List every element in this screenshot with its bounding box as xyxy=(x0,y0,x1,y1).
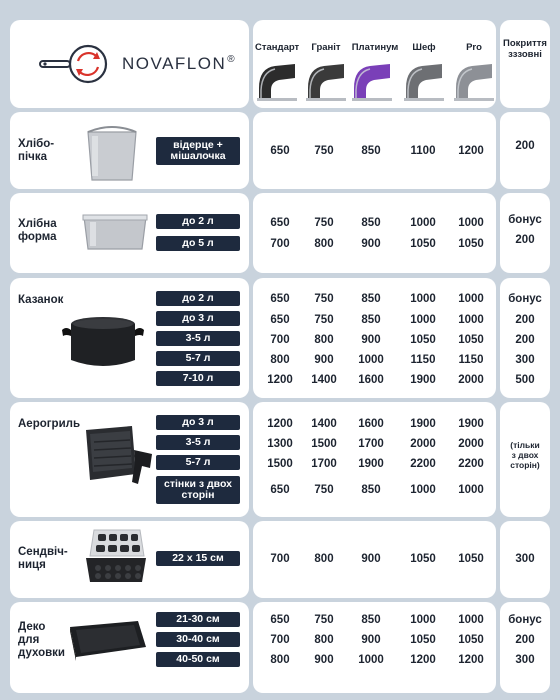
coating-swatch-icon xyxy=(404,58,444,102)
size-label: 21-30 см xyxy=(156,612,240,627)
price-cell: 1050 xyxy=(458,634,484,646)
price-cell: 650 xyxy=(270,293,290,305)
price-cell: 1500 xyxy=(267,458,293,470)
price-cell: 900 xyxy=(361,238,381,250)
cooking-pot-icon xyxy=(60,312,146,377)
price-cell: 1700 xyxy=(358,438,384,450)
price-cell: 1000 xyxy=(410,484,436,496)
brand-name: NOVAFLON xyxy=(122,54,227,73)
category-card xyxy=(10,278,249,398)
price-cell: 1900 xyxy=(358,458,384,470)
size-label: відерце + мішалочка xyxy=(156,137,240,165)
price-cell: 650 xyxy=(270,314,290,326)
price-cell: 750 xyxy=(314,614,334,626)
price-cell: 1100 xyxy=(410,145,436,157)
price-cell: 2000 xyxy=(458,374,484,386)
price-cell: 1200 xyxy=(267,374,293,386)
category-name: Казанок xyxy=(18,294,64,306)
category-card xyxy=(10,602,249,693)
size-label: стінки з двох сторін xyxy=(156,476,240,504)
size-label: до 3 л xyxy=(156,311,240,326)
price-cell: 1200 xyxy=(267,418,293,430)
price-cell: 1050 xyxy=(410,553,436,565)
exterior-price: 200 xyxy=(515,634,535,646)
exterior-price: 300 xyxy=(515,553,535,565)
category-name: Сендвіч- ниця xyxy=(18,546,68,571)
price-cell: 650 xyxy=(270,217,290,229)
price-cell: 750 xyxy=(314,217,334,229)
price-cell: 1200 xyxy=(458,654,484,666)
size-label: до 5 л xyxy=(156,236,240,251)
coating-column-header: Платинум xyxy=(351,42,399,53)
exterior-price: бонус xyxy=(508,214,542,226)
exterior-price: 300 xyxy=(515,354,535,366)
exterior-price: 500 xyxy=(515,374,535,386)
exterior-price: бонус xyxy=(508,614,542,626)
exterior-price: 200 xyxy=(515,234,535,246)
price-cell: 1000 xyxy=(410,217,436,229)
category-name: Хлібо- пічка xyxy=(18,138,55,163)
size-label: 40-50 см xyxy=(156,652,240,667)
price-cell: 1200 xyxy=(458,145,484,157)
price-cell: 1000 xyxy=(410,293,436,305)
price-cell: 2000 xyxy=(458,438,484,450)
coating-column-header: Pro xyxy=(466,42,482,53)
price-cell: 1050 xyxy=(458,238,484,250)
price-cell: 1400 xyxy=(311,374,337,386)
bread-pan-icon xyxy=(80,211,150,258)
price-cell: 1000 xyxy=(458,484,484,496)
price-cell: 700 xyxy=(270,238,290,250)
category-name: Хлібна форма xyxy=(18,218,57,243)
price-cell: 1400 xyxy=(311,418,337,430)
size-label: 30-40 см xyxy=(156,632,240,647)
exterior-price: 200 xyxy=(515,314,535,326)
price-cell: 1900 xyxy=(458,418,484,430)
price-cell: 850 xyxy=(361,217,381,229)
size-label: до 2 л xyxy=(156,291,240,306)
price-cell: 1700 xyxy=(311,458,337,470)
price-cell: 700 xyxy=(270,334,290,346)
price-cell: 650 xyxy=(270,614,290,626)
price-cell: 750 xyxy=(314,145,334,157)
size-label: 3-5 л xyxy=(156,435,240,450)
price-cell: 1900 xyxy=(410,418,436,430)
baking-tray-icon xyxy=(68,617,148,668)
price-cell: 1000 xyxy=(358,654,384,666)
price-cell: 850 xyxy=(361,293,381,305)
price-cell: 650 xyxy=(270,145,290,157)
price-cell: 1150 xyxy=(410,354,436,366)
category-name: Деко для духовки xyxy=(18,621,66,659)
price-cell: 800 xyxy=(270,354,290,366)
exterior-card xyxy=(500,402,550,517)
category-card xyxy=(10,521,249,598)
sandwich-maker-icon xyxy=(80,526,150,593)
exterior-card xyxy=(500,193,550,273)
exterior-price: 200 xyxy=(515,140,535,152)
price-cell: 1600 xyxy=(358,418,384,430)
price-cell: 800 xyxy=(314,634,334,646)
bread-maker-bucket-icon xyxy=(80,122,144,189)
price-cell: 650 xyxy=(270,484,290,496)
price-cell: 700 xyxy=(270,634,290,646)
price-cell: 1000 xyxy=(358,354,384,366)
price-cell: 1500 xyxy=(311,438,337,450)
price-cell: 850 xyxy=(361,614,381,626)
coating-swatch-icon xyxy=(352,58,392,102)
price-cell: 1050 xyxy=(410,634,436,646)
price-cell: 1150 xyxy=(458,354,484,366)
price-cell: 1300 xyxy=(267,438,293,450)
exterior-price: 300 xyxy=(515,654,535,666)
category-card xyxy=(10,112,249,189)
brand-card xyxy=(10,20,249,108)
air-fryer-basket-icon xyxy=(80,422,156,493)
coating-swatch-icon xyxy=(306,58,346,102)
exterior-header: Покриття зззовні xyxy=(503,38,547,60)
price-cell: 1050 xyxy=(410,334,436,346)
exterior-card xyxy=(500,278,550,398)
coating-column-header: Граніт xyxy=(311,42,341,53)
price-cell: 900 xyxy=(361,553,381,565)
category-card xyxy=(10,193,249,273)
exterior-price: бонус xyxy=(508,293,542,305)
price-cell: 1200 xyxy=(410,654,436,666)
price-cell: 800 xyxy=(270,654,290,666)
price-cell: 1600 xyxy=(358,374,384,386)
price-cell: 1000 xyxy=(458,217,484,229)
price-cell: 800 xyxy=(314,553,334,565)
exterior-header-card xyxy=(500,20,550,108)
price-cell: 900 xyxy=(361,334,381,346)
category-card xyxy=(10,402,249,517)
price-cell: 1000 xyxy=(458,314,484,326)
coating-swatch-icon xyxy=(257,58,297,102)
price-cell: 2000 xyxy=(410,438,436,450)
price-cell: 900 xyxy=(361,634,381,646)
novaflon-logo-icon xyxy=(38,39,118,89)
coating-column-header: Шеф xyxy=(412,42,436,53)
price-cell: 750 xyxy=(314,314,334,326)
price-cell: 800 xyxy=(314,334,334,346)
exterior-card xyxy=(500,112,550,189)
size-label: до 3 л xyxy=(156,415,240,430)
price-cell: 900 xyxy=(314,354,334,366)
exterior-note: (тільки з двох сторін) xyxy=(510,440,540,470)
price-cell: 1900 xyxy=(410,374,436,386)
coating-column-header: Стандарт xyxy=(255,42,300,53)
exterior-card xyxy=(500,602,550,693)
price-cell: 1000 xyxy=(458,614,484,626)
price-cell: 1000 xyxy=(410,614,436,626)
size-label: до 2 л xyxy=(156,214,240,229)
price-cell: 1050 xyxy=(410,238,436,250)
size-label: 5-7 л xyxy=(156,455,240,470)
price-cell: 750 xyxy=(314,484,334,496)
coating-swatch-icon xyxy=(454,58,494,102)
exterior-card xyxy=(500,521,550,598)
price-cell: 1050 xyxy=(458,553,484,565)
coatings-header-card xyxy=(253,20,496,108)
price-cell: 1000 xyxy=(458,293,484,305)
price-cell: 700 xyxy=(270,553,290,565)
exterior-price: 200 xyxy=(515,334,535,346)
price-cell: 800 xyxy=(314,238,334,250)
price-cell: 2200 xyxy=(410,458,436,470)
price-cell: 850 xyxy=(361,314,381,326)
price-card xyxy=(253,521,496,598)
size-label: 3-5 л xyxy=(156,331,240,346)
price-cell: 850 xyxy=(361,484,381,496)
registered-mark: ® xyxy=(227,53,235,65)
size-label: 22 х 15 см xyxy=(156,551,240,566)
price-card xyxy=(253,193,496,273)
size-label: 7-10 л xyxy=(156,371,240,386)
price-cell: 1050 xyxy=(458,334,484,346)
price-cell: 850 xyxy=(361,145,381,157)
price-card xyxy=(253,112,496,189)
price-cell: 1000 xyxy=(410,314,436,326)
price-cell: 750 xyxy=(314,293,334,305)
size-label: 5-7 л xyxy=(156,351,240,366)
price-cell: 2200 xyxy=(458,458,484,470)
price-card xyxy=(253,278,496,398)
price-card xyxy=(253,402,496,517)
price-cell: 900 xyxy=(314,654,334,666)
price-card xyxy=(253,602,496,693)
category-name: Аерогриль xyxy=(18,418,81,430)
